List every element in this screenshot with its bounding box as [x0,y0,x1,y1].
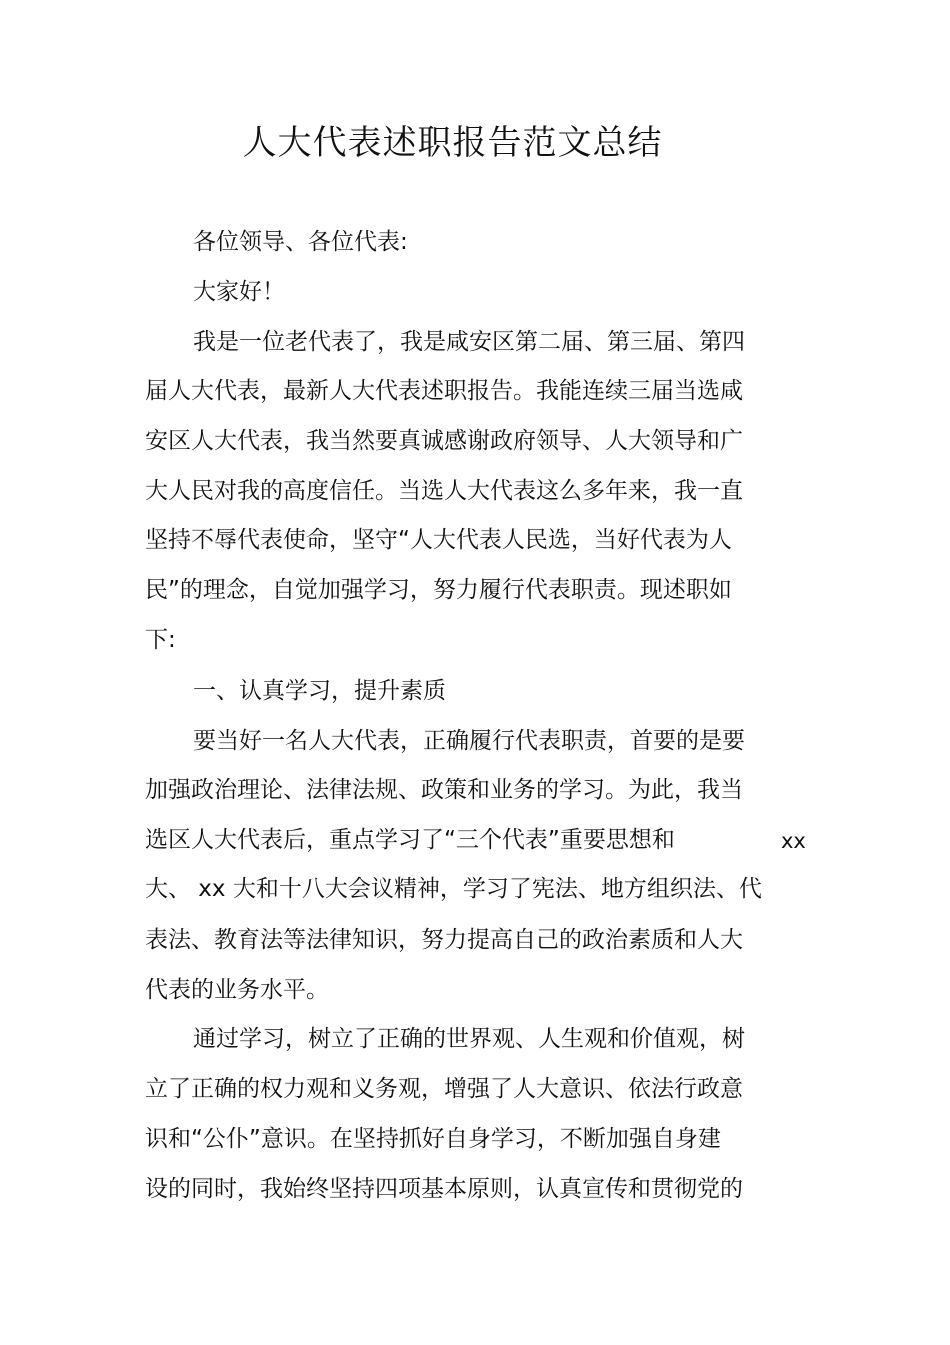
paragraph-line: 要当好一名人大代表，正确履行代表职责，首要的是要 [193,728,745,754]
placeholder-token: xx [781,829,806,853]
greeting-line: 大家好！ [193,279,285,305]
paragraph-line: 我是一位老代表了，我是咸安区第二届、第三届、第四 [193,329,745,355]
paragraph-line: 识和“公仆”意识。在坚持抓好自身学习，不断加强自身建 [145,1126,721,1152]
paragraph-line: 民”的理念，自觉加强学习，努力履行代表职责。现述职如 [145,577,732,603]
paragraph-line: 届人大代表，最新人大代表述职报告。我能连续三届当选咸 [145,378,743,404]
paragraph-line: 通过学习，树立了正确的世界观、人生观和价值观，树 [193,1026,745,1052]
section-heading: 一、认真学习，提升素质 [193,678,446,704]
salutation-line: 各位领导、各位代表: [193,229,408,255]
paragraph-line: 设的同时，我始终坚持四项基本原则，认真宣传和贯彻党的 [145,1176,743,1202]
paragraph-line: 安区人大代表，我当然要真诚感谢政府领导、人大领导和广 [145,428,743,454]
paragraph-line: 加强政治理论、法律法规、政策和业务的学习。为此，我当 [145,777,743,803]
paragraph-line: 立了正确的权力观和义务观，增强了人大意识、依法行政意 [145,1076,743,1102]
document-title: 人大代表述职报告范文总结 [242,123,663,163]
paragraph-line: 大人民对我的高度信任。当选人大代表这么多年来，我一直 [145,478,743,504]
paragraph-line: 代表的业务水平。 [145,977,329,1003]
paragraph-line: 下: [145,627,176,653]
paragraph-line: 选区人大代表后，重点学习了“三个代表”重要思想和 [145,827,675,853]
paragraph-line: 大、 xx 大和十八大会议精神，学习了宪法、地方组织法、代 [145,876,762,902]
paragraph-line: 坚持不辱代表使命，坚守“人大代表人民选，当好代表为人 [145,527,732,553]
paragraph-line: 表法、教育法等法律知识，努力提高自己的政治素质和人大 [145,927,743,953]
